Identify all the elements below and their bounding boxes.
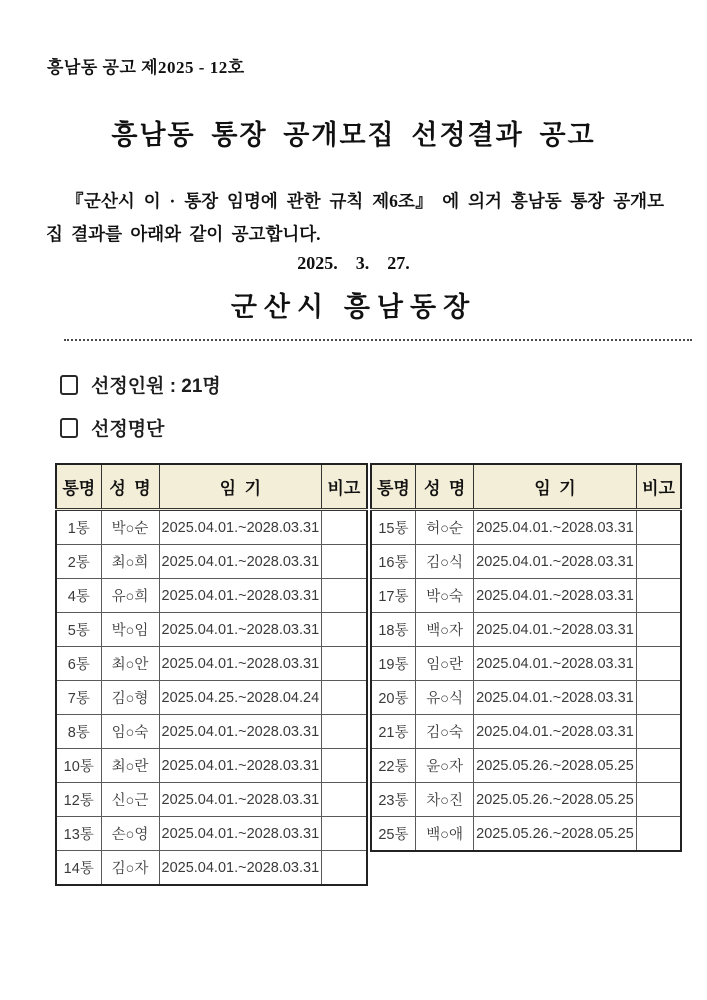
note-cell	[322, 681, 367, 715]
term-cell: 2025.04.01.~2028.03.31	[474, 510, 637, 545]
note-cell	[636, 817, 681, 852]
term-cell: 2025.04.01.~2028.03.31	[159, 817, 322, 851]
table-row	[371, 613, 682, 647]
term-cell: 2025.04.01.~2028.03.31	[474, 545, 637, 579]
roster-label: 선정명단	[91, 419, 165, 440]
name-cell: 유○희	[101, 579, 159, 613]
tong-cell: 25통	[371, 817, 416, 852]
note-cell	[322, 510, 367, 545]
name-cell: 박○순	[101, 510, 159, 545]
roster-tables	[55, 463, 682, 886]
tong-cell: 14통	[56, 851, 101, 886]
roster-table-right	[370, 463, 683, 852]
table-row	[371, 715, 682, 749]
name-cell: 백○애	[416, 817, 474, 852]
name-cell: 김○숙	[416, 715, 474, 749]
tong-cell: 2통	[56, 545, 101, 579]
tong-cell: 17통	[371, 579, 416, 613]
term-cell: 2025.04.01.~2028.03.31	[474, 647, 637, 681]
announcement-date: 2025. 3. 27.	[297, 253, 410, 273]
tong-cell: 13통	[56, 817, 101, 851]
term-cell: 2025.04.01.~2028.03.31	[159, 749, 322, 783]
doc-number: 흥남동 공고 제2025 - 12호	[47, 58, 245, 77]
term-cell: 2025.04.01.~2028.03.31	[474, 681, 637, 715]
selected-count-line	[60, 371, 221, 398]
table-row	[371, 681, 682, 715]
table-row	[56, 545, 367, 579]
table-row	[56, 681, 367, 715]
header-name: 성 명	[416, 464, 474, 510]
note-cell	[322, 749, 367, 783]
name-cell: 손○영	[101, 817, 159, 851]
header-tong: 통명	[371, 464, 416, 510]
note-cell	[636, 613, 681, 647]
table-row	[56, 647, 367, 681]
table-row	[56, 851, 367, 886]
tong-cell: 15통	[371, 510, 416, 545]
tong-cell: 20통	[371, 681, 416, 715]
name-cell: 최○란	[101, 749, 159, 783]
name-cell: 김○식	[416, 545, 474, 579]
note-cell	[636, 749, 681, 783]
term-cell: 2025.04.01.~2028.03.31	[474, 715, 637, 749]
name-cell: 김○형	[101, 681, 159, 715]
issuer-name: 군산시 흥남동장	[230, 292, 477, 322]
checkbox-icon	[60, 418, 78, 438]
roster-table-left	[55, 463, 368, 886]
term-cell: 2025.04.01.~2028.03.31	[159, 579, 322, 613]
page-title: 흥남동 통장 공개모집 선정결과 공고	[111, 120, 596, 150]
table-row	[371, 749, 682, 783]
term-cell: 2025.04.01.~2028.03.31	[159, 647, 322, 681]
body-paragraph: 『군산시 이 · 통장 임명에 관한 규칙 제6조』 에 의거 흥남동 통장 공개모집 결과를 아래와 같이 공고합니다.	[46, 191, 664, 244]
note-cell	[322, 715, 367, 749]
header-name: 성 명	[101, 464, 159, 510]
header-tong: 통명	[56, 464, 101, 510]
tong-cell: 1통	[56, 510, 101, 545]
table-row	[371, 510, 682, 545]
name-cell: 백○자	[416, 613, 474, 647]
term-cell: 2025.05.26.~2028.05.25	[474, 749, 637, 783]
tong-cell: 16통	[371, 545, 416, 579]
term-cell: 2025.04.01.~2028.03.31	[474, 579, 637, 613]
name-cell: 최○희	[101, 545, 159, 579]
note-cell	[636, 715, 681, 749]
tong-cell: 7통	[56, 681, 101, 715]
term-cell: 2025.04.01.~2028.03.31	[159, 510, 322, 545]
tong-cell: 8통	[56, 715, 101, 749]
name-cell: 신○근	[101, 783, 159, 817]
table-row	[56, 817, 367, 851]
roster-heading-line	[60, 414, 164, 441]
tong-cell: 21통	[371, 715, 416, 749]
term-cell: 2025.04.01.~2028.03.31	[159, 715, 322, 749]
note-cell	[636, 510, 681, 545]
table-row	[56, 783, 367, 817]
term-cell: 2025.04.01.~2028.03.31	[159, 545, 322, 579]
table-row	[56, 579, 367, 613]
name-cell: 임○숙	[101, 715, 159, 749]
tong-cell: 12통	[56, 783, 101, 817]
term-cell: 2025.05.26.~2028.05.25	[474, 817, 637, 852]
tong-cell: 5통	[56, 613, 101, 647]
tong-cell: 23통	[371, 783, 416, 817]
name-cell: 차○진	[416, 783, 474, 817]
table-header-row	[56, 464, 367, 510]
table-row	[371, 579, 682, 613]
table-row	[371, 783, 682, 817]
term-cell: 2025.04.25.~2028.04.24	[159, 681, 322, 715]
tong-cell: 10통	[56, 749, 101, 783]
term-cell: 2025.04.01.~2028.03.31	[474, 613, 637, 647]
header-note: 비고	[322, 464, 367, 510]
name-cell: 최○안	[101, 647, 159, 681]
table-header-row	[371, 464, 682, 510]
name-cell: 임○란	[416, 647, 474, 681]
note-cell	[636, 783, 681, 817]
note-cell	[636, 579, 681, 613]
note-cell	[322, 613, 367, 647]
name-cell: 박○숙	[416, 579, 474, 613]
header-term: 임 기	[474, 464, 637, 510]
divider-dotted-line	[64, 339, 692, 341]
table-row	[56, 510, 367, 545]
note-cell	[322, 545, 367, 579]
name-cell: 윤○자	[416, 749, 474, 783]
table-row	[371, 817, 682, 852]
tong-cell: 4통	[56, 579, 101, 613]
tong-cell: 18통	[371, 613, 416, 647]
term-cell: 2025.05.26.~2028.05.25	[474, 783, 637, 817]
tong-cell: 19통	[371, 647, 416, 681]
note-cell	[322, 647, 367, 681]
note-cell	[322, 851, 367, 886]
table-row	[371, 545, 682, 579]
header-term: 임 기	[159, 464, 322, 510]
name-cell: 김○자	[101, 851, 159, 886]
note-cell	[322, 579, 367, 613]
term-cell: 2025.04.01.~2028.03.31	[159, 783, 322, 817]
table-row	[56, 749, 367, 783]
note-cell	[322, 817, 367, 851]
table-row	[56, 613, 367, 647]
name-cell: 박○임	[101, 613, 159, 647]
term-cell: 2025.04.01.~2028.03.31	[159, 613, 322, 647]
table-row	[56, 715, 367, 749]
note-cell	[636, 545, 681, 579]
note-cell	[636, 647, 681, 681]
tong-cell: 6통	[56, 647, 101, 681]
note-cell	[636, 681, 681, 715]
header-note: 비고	[636, 464, 681, 510]
note-cell	[322, 783, 367, 817]
checkbox-icon	[60, 375, 78, 395]
tong-cell: 22통	[371, 749, 416, 783]
term-cell: 2025.04.01.~2028.03.31	[159, 851, 322, 886]
selected-count-label: 선정인원 : 21명	[91, 376, 221, 397]
name-cell: 허○순	[416, 510, 474, 545]
name-cell: 유○식	[416, 681, 474, 715]
table-row	[371, 647, 682, 681]
